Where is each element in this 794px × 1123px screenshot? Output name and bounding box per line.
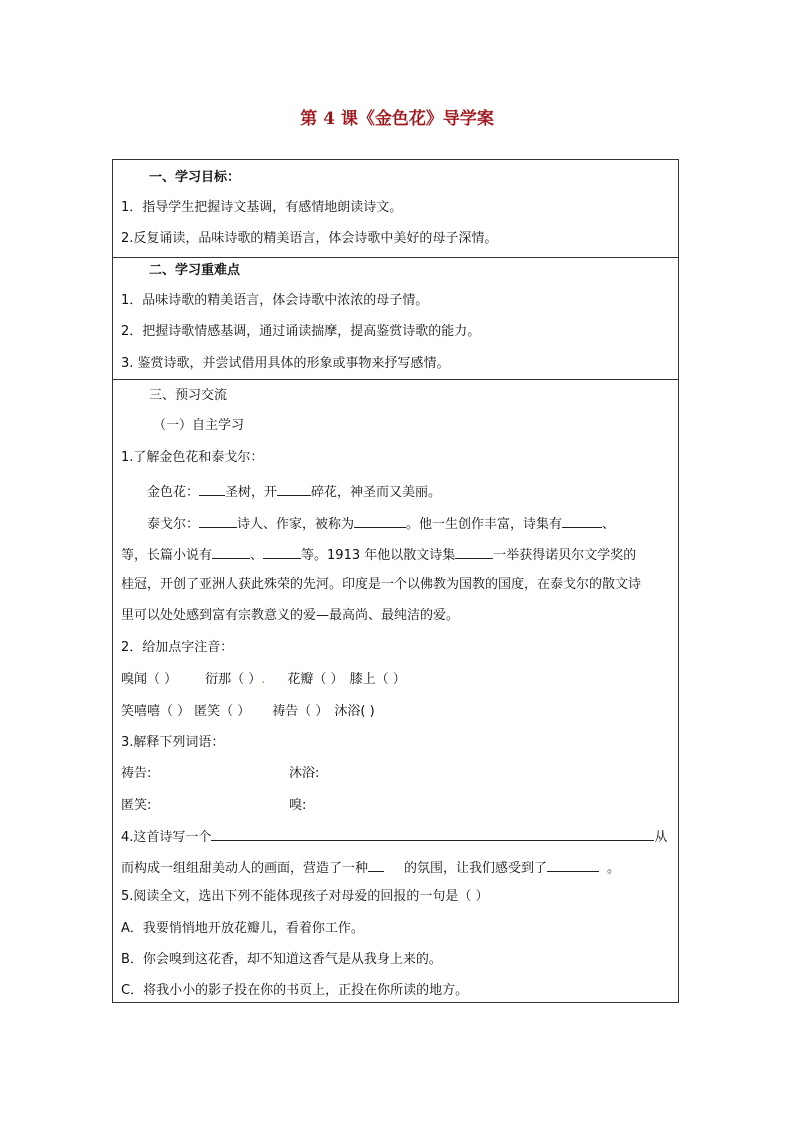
question-1-line-works (121, 545, 636, 564)
text-segment: 等，长篇小说有 (121, 548, 213, 563)
vocab-term: 沐浴: (289, 766, 320, 781)
subsection-heading: （一）自主学习 (153, 418, 245, 433)
fill-blank[interactable] (368, 858, 384, 872)
pinyin-item: 沐浴( ) (334, 704, 375, 719)
text-segment: 金色花： (147, 485, 200, 500)
emphasis-dot: . (261, 672, 266, 687)
lesson-table (112, 159, 679, 1003)
vocab-term: 祷告: (121, 766, 152, 781)
text-segment: 而构成一组组甜美动人的画面，营造了一种 (121, 861, 369, 876)
pinyin-item: 花瓣（ ） (287, 672, 344, 687)
section-heading-key-points: 二、学习重难点 (149, 263, 241, 278)
pinyin-item: 膝上（ ） (349, 672, 406, 687)
option-b: B．你会嗅到这花香，却不知道这香气是从我身上来的。 (121, 952, 442, 967)
pinyin-item: 匿笑（ ） (194, 704, 251, 719)
text-segment: 、 (250, 548, 264, 563)
pinyin-row-2 (121, 704, 375, 720)
pinyin-item: 嗅闻（ ） (121, 672, 178, 687)
text-segment: 碎花，神圣而又美丽。 (311, 485, 442, 500)
text-segment: 泰戈尔： (147, 517, 200, 532)
question-1-line-tagore (147, 514, 615, 533)
question-5: 5.阅读全文，选出下列不能体现孩子对母爱的回报的一句是（ ） (121, 889, 489, 904)
vocab-term: 匿笑: (121, 798, 152, 813)
question-4-line-2 (121, 858, 620, 877)
pinyin-item: 笑嘻嘻（ ） (121, 704, 191, 719)
vocab-term: 嗅: (289, 798, 307, 813)
question-1-paragraph: 里可以处处感到富有宗教意义的爱—最高尚、最纯洁的爱。 (121, 608, 460, 623)
objective-item: 2.反复诵读，品味诗歌的精美语言，体会诗歌中美好的母子深情。 (121, 231, 498, 246)
fill-blank[interactable] (547, 858, 599, 872)
text-segment: 圣树，开 (225, 485, 278, 500)
section-divider (113, 257, 678, 258)
objective-item: 1．指导学生把握诗文基调，有感情地朗读诗文。 (121, 200, 403, 215)
fill-blank[interactable] (212, 545, 250, 559)
text-segment: 4.这首诗写一个 (121, 830, 212, 845)
fill-blank[interactable] (199, 482, 225, 496)
fill-blank[interactable] (455, 545, 493, 559)
text-segment: 等。1913 年他以散文诗集 (301, 548, 456, 563)
key-point-item: 2．把握诗歌情感基调，通过诵读揣摩，提高鉴赏诗歌的能力。 (121, 324, 481, 339)
page-title: 第 4 课《金色花》导学案 (300, 109, 494, 129)
text-segment: 。他一生创作丰富，诗集有 (406, 517, 563, 532)
text-segment: 的氛围，让我们感受到了 (404, 861, 548, 876)
text-segment: 。 (607, 861, 621, 876)
question-1-line-jinsehua (147, 482, 441, 501)
fill-blank[interactable] (263, 545, 301, 559)
text-segment: 从 (654, 830, 668, 845)
section-heading-objectives: 一、学习目标： (149, 170, 241, 185)
question-3: 3.解释下列词语： (121, 735, 225, 750)
key-point-item: 1．品味诗歌的精美语言，体会诗歌中浓浓的母子情。 (121, 293, 429, 308)
fill-blank[interactable] (211, 827, 654, 841)
fill-blank[interactable] (562, 514, 602, 528)
option-a: A．我要悄悄地开放花瓣儿，看着你工作。 (121, 921, 364, 936)
fill-blank[interactable] (277, 482, 311, 496)
key-point-item: 3. 鉴赏诗歌，并尝试借用具体的形象或事物来抒写感情。 (121, 356, 450, 371)
fill-blank[interactable] (199, 514, 237, 528)
question-1-paragraph: 桂冠，开创了亚洲人获此殊荣的先河。印度是一个以佛教为国教的国度，在泰戈尔的散文诗 (121, 577, 642, 592)
option-c: C．将我小小的影子投在你的书页上，正投在你所读的地方。 (121, 983, 469, 998)
section-divider (113, 379, 678, 380)
question-4-line-1 (121, 827, 667, 846)
pinyin-row-1 (121, 672, 406, 688)
question-1: 1.了解金色花和泰戈尔： (121, 450, 264, 465)
text-segment: 一举获得诺贝尔文学奖的 (493, 548, 637, 563)
pinyin-item: 衍那（ ） (205, 672, 262, 687)
question-2: 2．给加点字注音： (121, 640, 234, 655)
text-segment: 、 (602, 517, 616, 532)
pinyin-item: 祷告（ ） (272, 704, 329, 719)
text-segment: 诗人、作家，被称为 (237, 517, 355, 532)
fill-blank[interactable] (354, 514, 406, 528)
section-heading-preview: 三、预习交流 (149, 388, 228, 403)
